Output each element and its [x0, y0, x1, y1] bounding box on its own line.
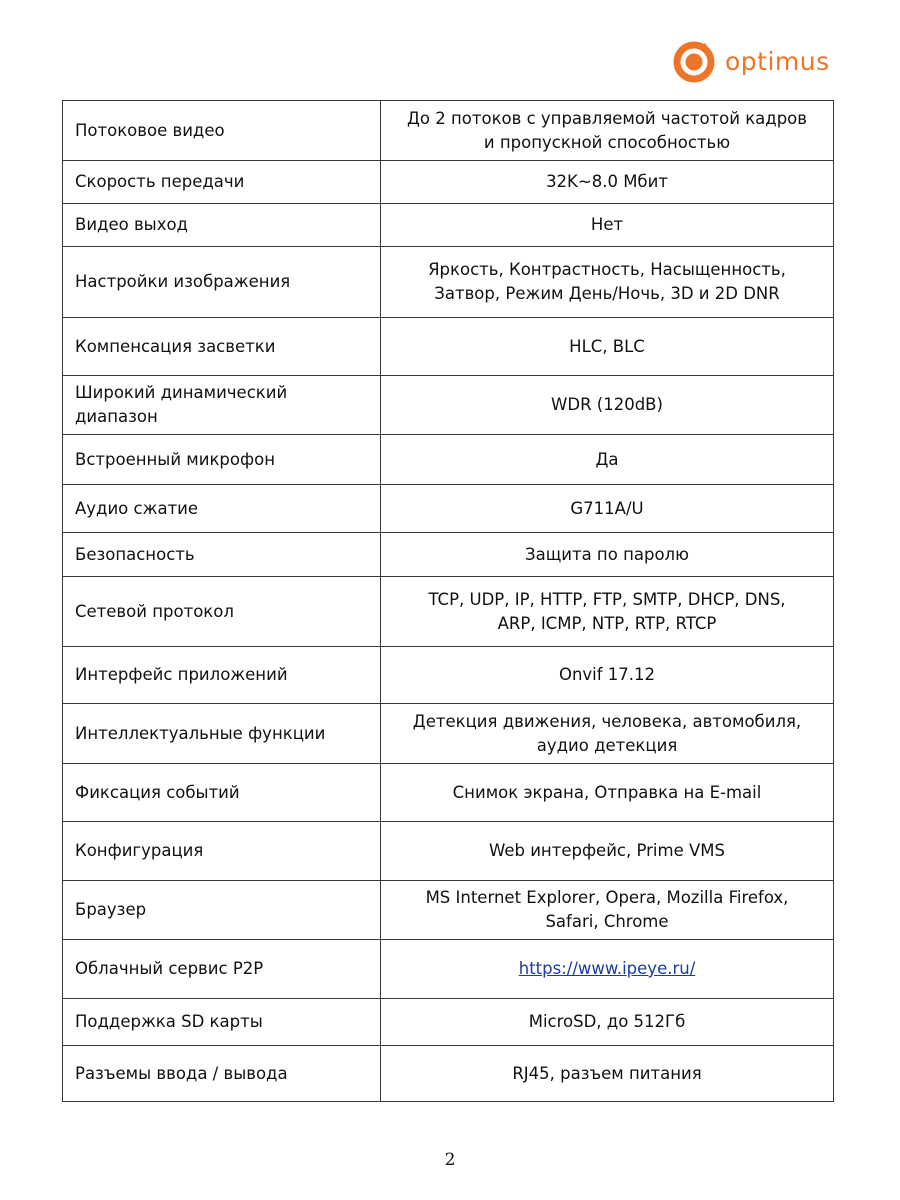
- spec-value: 32K~8.0 Мбит: [546, 172, 668, 191]
- table-row: [63, 161, 834, 204]
- table-row: [63, 940, 834, 999]
- spec-value-cell: [381, 647, 834, 704]
- spec-value-cell: [381, 822, 834, 881]
- spec-value-cell: [381, 1046, 834, 1102]
- page-number: 2: [444, 1150, 456, 1170]
- spec-value: и пропускной способностью: [483, 132, 731, 152]
- spec-label-cell: [63, 204, 381, 247]
- spec-label: Компенсация засветки: [75, 336, 276, 356]
- spec-label: Конфигурация: [75, 841, 204, 860]
- spec-label-cell: [63, 577, 381, 647]
- spec-label: Широкий динамический: [75, 383, 288, 402]
- spec-value: До 2 потоков с управляемой частотой кадров: [407, 108, 807, 128]
- spec-value: Да: [595, 449, 619, 469]
- spec-value-cell: [381, 101, 834, 161]
- spec-label: Интеллектуальные функции: [75, 723, 326, 743]
- spec-label-cell: [63, 533, 381, 577]
- table-row: [63, 101, 834, 161]
- spec-label: Потоковое видео: [75, 120, 225, 140]
- spec-label-cell: [63, 161, 381, 204]
- spec-label-cell: [63, 999, 381, 1046]
- spec-value-cell: [381, 881, 834, 940]
- spec-value-cell: [381, 435, 834, 485]
- spec-label-cell: [63, 435, 381, 485]
- spec-label-cell: [63, 822, 381, 881]
- spec-label-cell: [63, 247, 381, 318]
- spec-value-cell: [381, 485, 834, 533]
- spec-value: Яркость, Контрастность, Насыщенность,: [428, 260, 786, 279]
- spec-label-cell: [63, 318, 381, 376]
- spec-value-cell: [381, 764, 834, 822]
- spec-value: MicroSD, до 512Гб: [528, 1012, 686, 1031]
- spec-value-cell: [381, 533, 834, 577]
- table-row: [63, 704, 834, 764]
- spec-value: Детекция движения, человека, автомобиля,: [412, 711, 802, 731]
- spec-value: Защита по паролю: [525, 544, 689, 564]
- table-row: [63, 881, 834, 940]
- table-row: [63, 1046, 834, 1102]
- spec-value-cell: [381, 247, 834, 318]
- specifications-table: [62, 100, 834, 1102]
- spec-value-cell: [381, 999, 834, 1046]
- spec-value: Web интерфейс, Prime VMS: [488, 841, 725, 860]
- spec-label-cell: [63, 485, 381, 533]
- spec-value: ARP, ICMP, NTP, RTP, RTCP: [497, 613, 717, 633]
- spec-value-cell: [381, 204, 834, 247]
- spec-label-cell: [63, 101, 381, 161]
- spec-value: Затвор, Режим День/Ночь, 3D и 2D DNR: [434, 284, 780, 303]
- spec-label: диапазон: [75, 407, 158, 426]
- spec-label-cell: [63, 1046, 381, 1102]
- spec-label: Встроенный микрофон: [75, 449, 275, 469]
- table-row: [63, 577, 834, 647]
- spec-label: Безопасность: [75, 544, 195, 564]
- table-row: [63, 435, 834, 485]
- spec-label-cell: [63, 764, 381, 822]
- table-row: [63, 822, 834, 881]
- spec-label-cell: [63, 376, 381, 435]
- spec-value-cell: [381, 161, 834, 204]
- table-row: [63, 764, 834, 822]
- spec-value: Safari, Chrome: [545, 912, 669, 931]
- spec-label-cell: [63, 881, 381, 940]
- spec-value-cell: [381, 704, 834, 764]
- spec-label: Скорость передачи: [75, 172, 245, 191]
- spec-label-cell: [63, 704, 381, 764]
- spec-value: HLC, BLC: [569, 336, 645, 356]
- spec-value: Нет: [590, 215, 624, 234]
- table-row: [63, 485, 834, 533]
- spec-value: G711A/U: [570, 498, 644, 518]
- table-row: [63, 247, 834, 318]
- spec-label-cell: [63, 940, 381, 999]
- spec-label: Аудио сжатие: [75, 498, 199, 518]
- spec-label: Интерфейс приложений: [75, 665, 288, 684]
- spec-label: Сетевой протокол: [75, 601, 234, 621]
- spec-label: Настройки изображения: [75, 272, 291, 291]
- spec-value: MS Internet Explorer, Opera, Mozilla Firefox,: [425, 888, 789, 907]
- table-row: [63, 999, 834, 1046]
- specifications-table-body: [63, 101, 834, 1102]
- table-row: [63, 318, 834, 376]
- spec-value-cell: [381, 318, 834, 376]
- spec-value: RJ45, разъем питания: [512, 1063, 702, 1083]
- spec-label: Поддержка SD карты: [75, 1012, 263, 1031]
- spec-value-cell: [381, 577, 834, 647]
- spec-label: Браузер: [75, 900, 147, 919]
- p2p-service-link[interactable]: https://www.ipeye.ru/: [518, 959, 696, 978]
- table-row: [63, 204, 834, 247]
- table-row: [63, 533, 834, 577]
- logo-text: optimus: [725, 47, 830, 76]
- optimus-logo: [672, 40, 830, 84]
- spec-value-cell: [381, 940, 834, 999]
- table-row: [63, 376, 834, 435]
- spec-value: WDR (120dB): [551, 395, 663, 414]
- spec-value-cell: [381, 376, 834, 435]
- spec-label-cell: [63, 647, 381, 704]
- table-row: [63, 647, 834, 704]
- spec-value: Onvif 17.12: [558, 665, 656, 684]
- spec-value: аудио детекция: [536, 735, 678, 755]
- spec-value: TCP, UDP, IP, HTTP, FTP, SMTP, DHCP, DNS,: [428, 589, 786, 609]
- spec-label: Фиксация событий: [75, 782, 240, 802]
- spec-label: Разъемы ввода / вывода: [75, 1063, 288, 1083]
- spec-label: Видео выход: [75, 215, 188, 234]
- spec-value: Снимок экрана, Отправка на E-mail: [452, 782, 762, 802]
- optimus-logo-icon: [672, 40, 716, 84]
- spec-label: Облачный сервис P2P: [75, 959, 264, 978]
